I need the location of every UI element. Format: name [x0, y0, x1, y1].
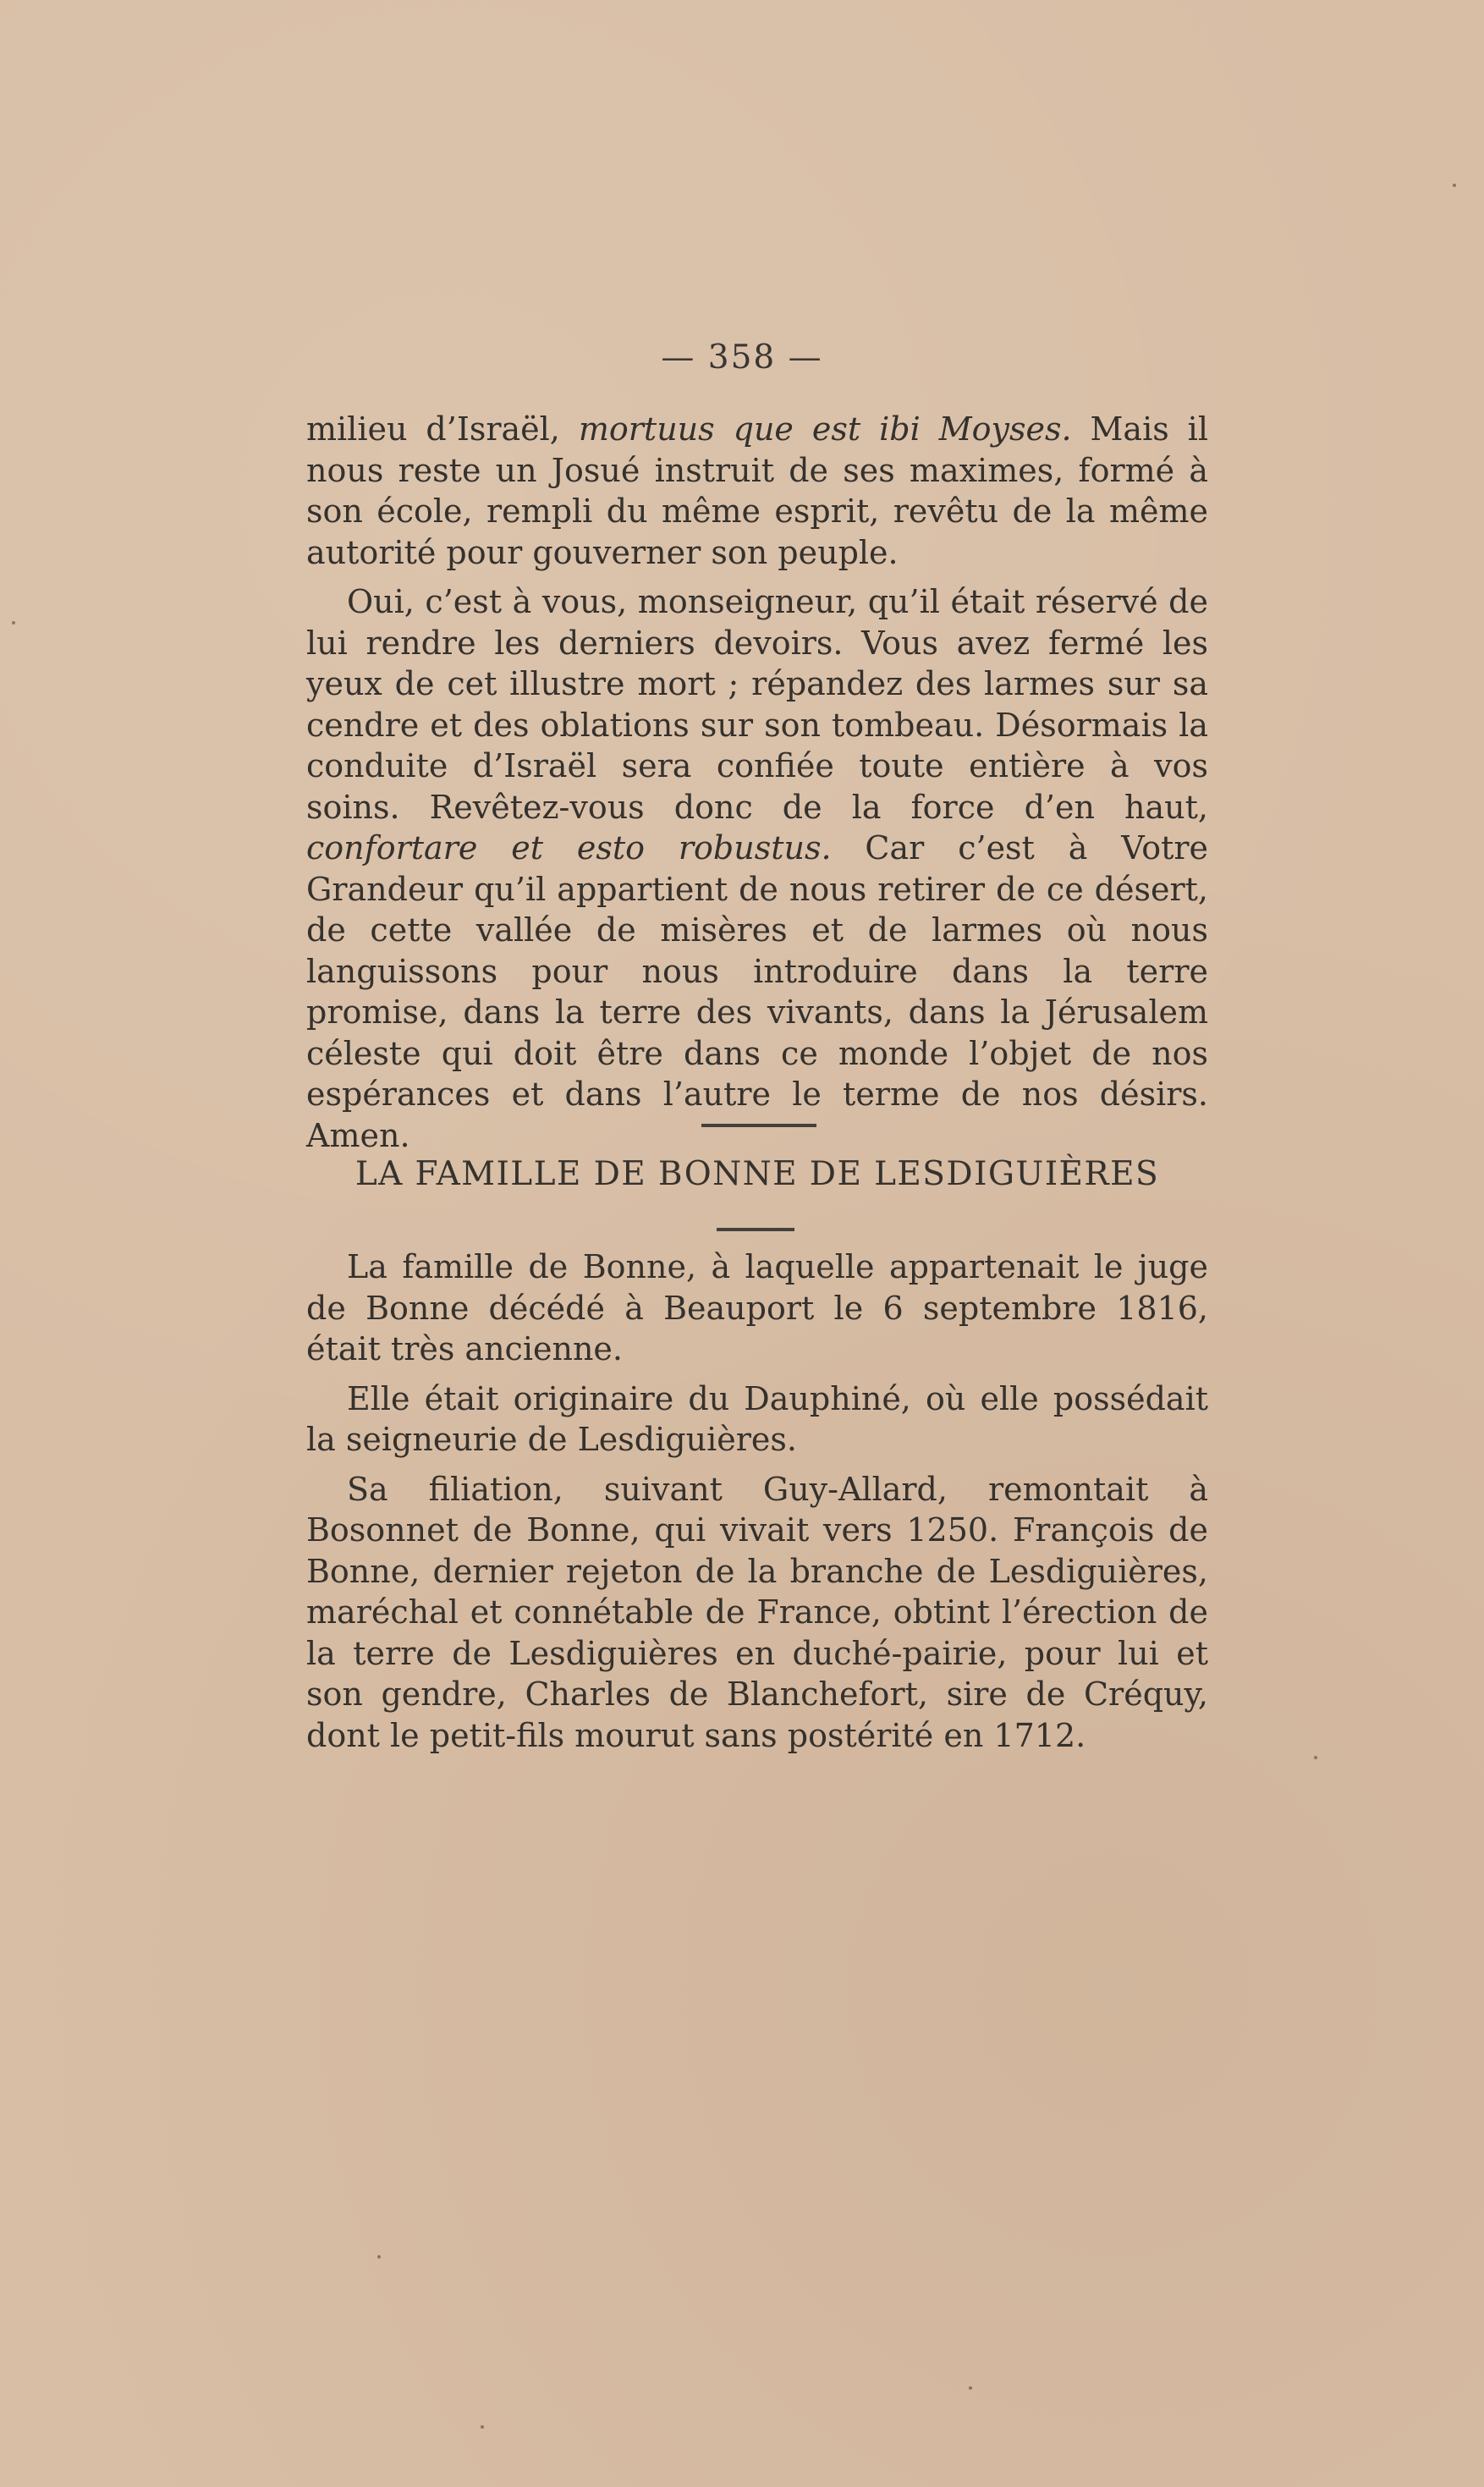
paragraph-1	[306, 409, 1208, 573]
section-paragraph-2: Elle était originaire du Dauphiné, où elle possédait la seigneurie de Lesdiguières.	[306, 1379, 1208, 1458]
section-text	[306, 1246, 1208, 1756]
paper-speck	[1453, 184, 1456, 187]
paper-speck	[377, 2255, 381, 2259]
latin-quote-1: mortuus que est ibi Moyses.	[578, 410, 1072, 448]
paragraph-2	[306, 581, 1208, 1156]
page-number: — 358 —	[661, 338, 823, 377]
paper-speck	[969, 2386, 972, 2390]
paragraph-2-end: Car c’est à Votre Grandeur qu’il appartient de nous retirer de ce désert, de cette vallée de misères et de larmes où nous languissons pour nous introduire dans la terre promise, dans la terre des vivants, dans la Jérusalem céleste qui doit être dans ce monde l’objet de nos espérances et dans l’autre le terme de nos désirs. Amen.	[306, 829, 1209, 1154]
section-bottom-rule	[717, 1228, 794, 1231]
section-top-rule	[701, 1124, 816, 1127]
paper-speck	[481, 2425, 484, 2429]
latin-quote-2: confortare et esto robustus.	[306, 829, 832, 867]
paragraph-2-start: Oui, c’est à vous, monseigneur, qu’il était réservé de lui rendre les derniers devoirs. Vous avez fermé les yeux de cet illustre mort ; répandez des larmes sur sa cendre et des oblations sur son tombeau. Désormais la conduite d’Israël sera confiée toute entière à vos soins. Revêtez-vous donc de la force d’en haut,	[306, 583, 1208, 826]
section-paragraph-3: Sa filiation, suivant Guy-Allard, remontait à Bosonnet de Bonne, qui vivait vers 1250. François de Bonne, dernier rejeton de la branche de Lesdiguières, maréchal et connétable de France, obtint l’érection de la terre de Lesdiguières en duché-pairie, pour lui et son gendre, Charles de Blanchefort, sire de Créquy, dont le petit-fils mourut sans postérité en 1712.	[306, 1470, 1208, 1754]
paper-speck	[12, 621, 15, 625]
continued-text	[306, 409, 1208, 1156]
section-title: LA FAMILLE DE BONNE DE LESDIGUIÈRES	[355, 1155, 1160, 1193]
paper-speck	[1314, 1756, 1317, 1759]
section-paragraph-1: La famille de Bonne, à laquelle appartenait le juge de Bonne décédé à Beauport le 6 septembre 1816, était très ancienne.	[306, 1248, 1208, 1367]
paragraph-1-start: milieu d’Israël,	[306, 410, 579, 448]
paragraph-1-end: Mais il nous reste un Josué instruit de ses maximes, formé à son école, rempli du même esprit, revêtu de la même autorité pour gouverner son peuple.	[306, 410, 1208, 571]
